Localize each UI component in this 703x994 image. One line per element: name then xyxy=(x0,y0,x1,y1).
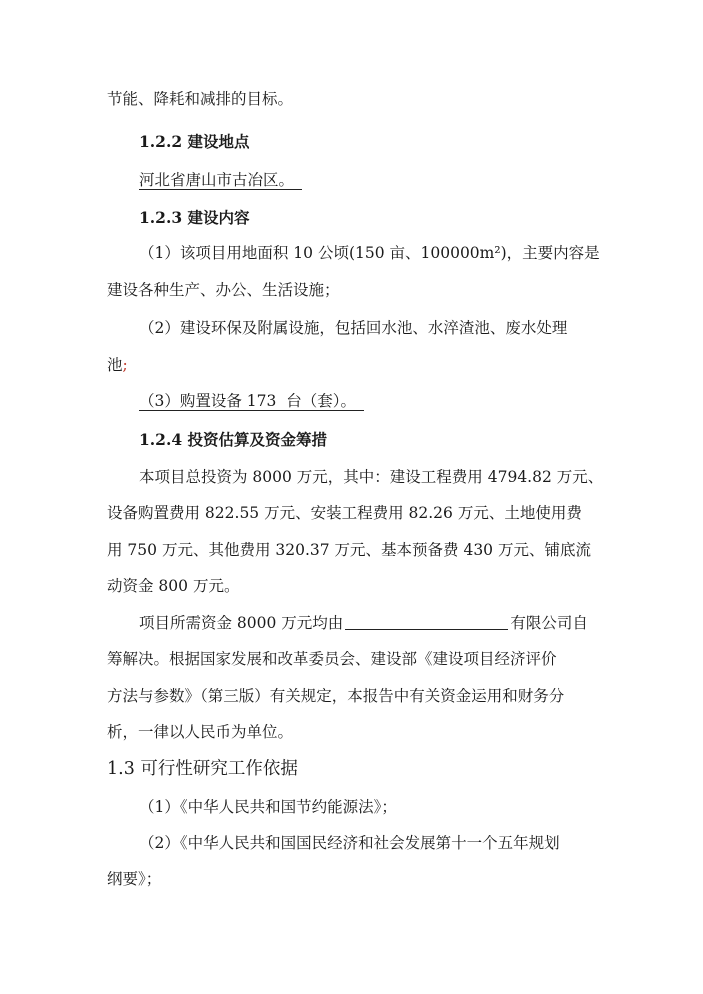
section-heading-1-2-4: 1.2.4 投资估算及资金筹措 xyxy=(139,430,328,449)
text-line: 析，一律以人民币为单位。 xyxy=(107,723,294,741)
text-fragment: 项目所需资金 8000 万元均由 xyxy=(139,614,344,632)
text-line: （2）建设环保及附属设施，包括回水池、水淬渣池、废水处理 xyxy=(139,319,568,337)
text-line: 用 750 万元、其他费用 320.37 万元、基本预备费 430 万元、铺底流 xyxy=(107,541,591,559)
location-text: 河北省唐山市古冶区。 xyxy=(139,171,302,190)
text-line: 动资金 800 万元。 xyxy=(107,577,240,595)
text-fragment: 池 xyxy=(107,356,123,374)
basis-item: （1）《中华人民共和国节约能源法》； xyxy=(139,798,397,816)
text-line: 方法与参数》（第三版）有关规定，本报告中有关资金运用和财务分 xyxy=(107,687,565,705)
text-line: 设备购置费用 822.55 万元、安装工程费用 82.26 万元、土地使用费 xyxy=(107,504,582,522)
section-heading-1-2-2: 1.2.2 建设地点 xyxy=(139,132,250,151)
basis-item: （2）《中华人民共和国国民经济和社会发展第十一个五年规划 xyxy=(139,834,560,852)
equipment-text: （3）购置设备 173 台（套）。 xyxy=(139,392,364,411)
text-line: 纲要》； xyxy=(107,870,162,888)
text-line: （1）该项目用地面积 10 公顷(150 亩、100000m²)，主要内容是 xyxy=(139,244,600,262)
text-line: 筹解决。根据国家发展和改革委员会、建设部《建设项目经济评价 xyxy=(107,650,557,668)
equipment-line xyxy=(139,391,364,411)
text-line: 节能、降耗和减排的目标。 xyxy=(107,90,294,108)
text-fragment: 有限公司自 xyxy=(510,614,588,632)
text-line: 本项目总投资为 8000 万元，其中：建设工程费用 4794.82 万元、 xyxy=(139,468,604,486)
section-heading-1-3: 1.3 可行性研究工作依据 xyxy=(107,759,298,779)
text-line: 建设各种生产、办公、生活设施； xyxy=(107,281,340,299)
company-name-blank xyxy=(345,613,508,630)
text-fragment: ; xyxy=(122,356,128,374)
text-line xyxy=(107,355,128,375)
section-heading-1-2-3: 1.2.3 建设内容 xyxy=(139,208,250,227)
funding-line xyxy=(139,613,588,633)
construction-location xyxy=(139,170,302,190)
